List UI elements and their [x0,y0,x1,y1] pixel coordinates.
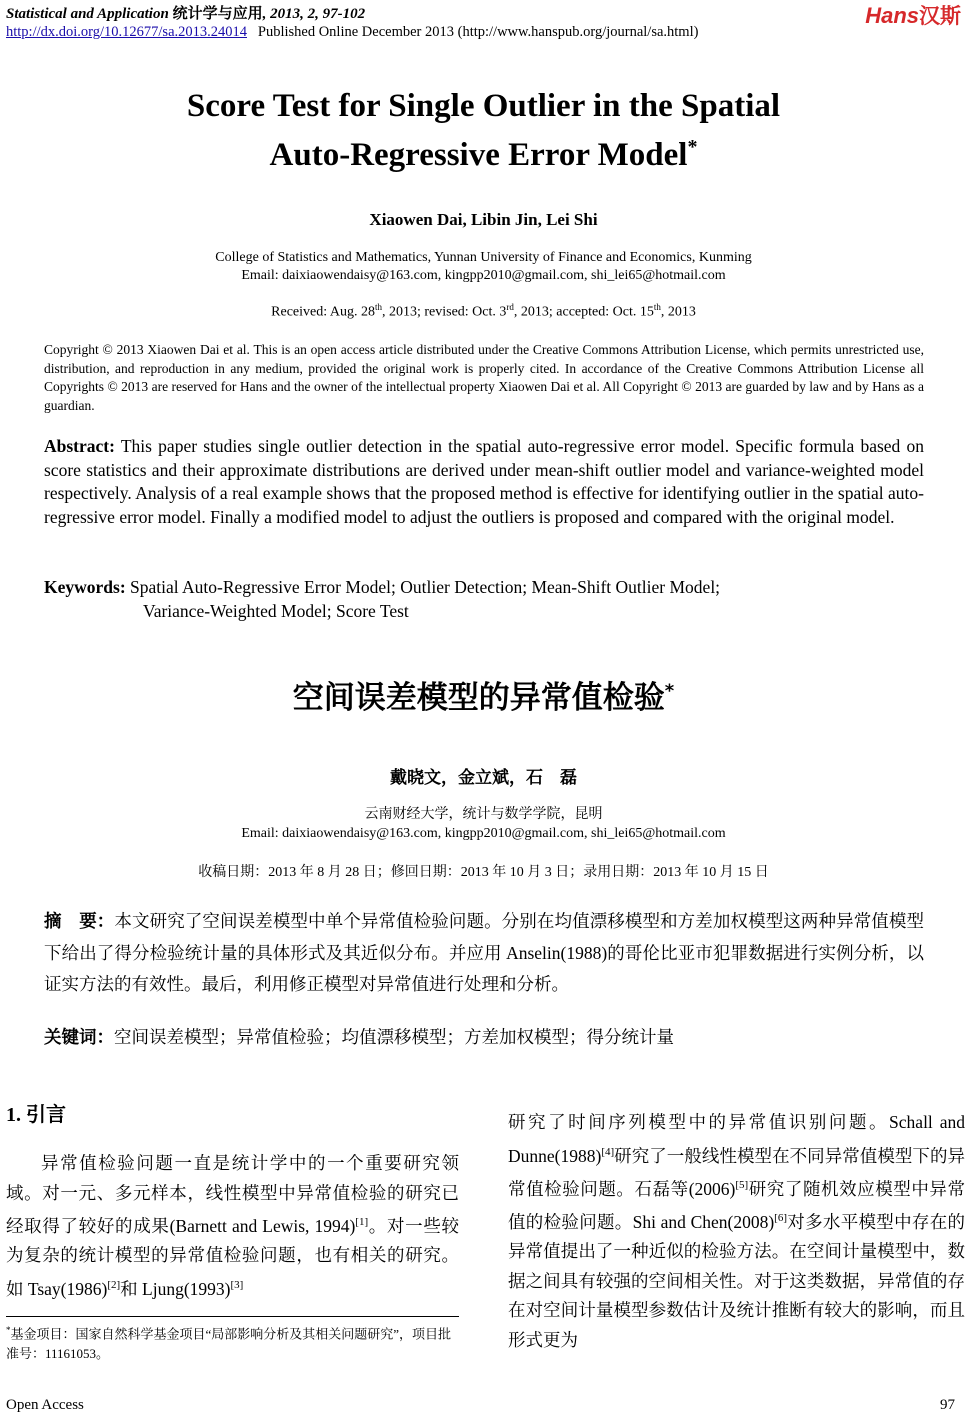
affiliation-cn: 云南财经大学，统计与数学学院，昆明 Email: daixiaowendaisy@163.com, kingpp2010@gmail.com, shi_lei65@hotmail.com [0,805,967,843]
email-cn: Email: daixiaowendaisy@163.com, kingpp2010@gmail.com, shi_lei65@hotmail.com [241,826,726,841]
footnote-divider [6,1316,459,1317]
abstract [44,435,924,529]
published-info: Published Online December 2013 (http://www.hanspub.org/journal/sa.html) [257,24,699,40]
abstract-cn [44,906,924,1000]
citation-1[interactable]: [1] [355,1216,369,1228]
abstract-text-cn: 本文研究了空间误差模型中单个异常值检验问题。分别在均值漂移模型和方差加权模型这两种异常值模型下给出了得分检验统计量的具体形式及其近似分布。并应用 Anselin(1988)的哥伦比亚市犯罪数据进行实例分析，以证实方法的有效性。最后，利用修正模型对异常值进行处理和分析。 [44,911,925,994]
copyright-notice: Copyright © 2013 Xiaowen Dai et al. This is an open access article distributed under the Creative Commons Attribution License, which permits unrestricted use, distribution, and reproduction in any medium, provided the original work is properly cited. In accordance of the Creative Commons Attribution License all Copyrights © 2013 are reserved for Hans and the owner of the intellectual property Xiaowen Dai et al. All Copyright © 2013 are guarded by law and by Hans as a guardian. [44,342,924,413]
title-footnote-mark: * [687,136,698,158]
keywords-cn: 关键词：空间误差模型；异常值检验；均值漂移模型；方差加权模型；得分统计量 [44,1027,674,1048]
citation-3[interactable]: [3] [230,1278,244,1291]
page-number: 97 [940,1397,955,1413]
publisher-logo: Hans汉斯 [865,3,961,28]
body-column-left: 异常值检验问题一直是统计学中的一个重要研究领域。对一元、多元样本，线性模型中异常值检验的研究已经取得了较好的成果(Barnett and Lewis, 1994)[1]。对一些较为复杂的统计模型的异常值检验问题，也有相关的研究。如 Tsay(1986)[2]和 Ljung(1993)[3] [6,1153,459,1299]
keywords: Keywords: Spatial Auto-Regressive Error Model; Outlier Detection; Mean-Shift Outlier Model; Variance-Weighted Model; Score Test [44,577,721,621]
keywords-label: Keywords: [44,577,126,597]
citation-5[interactable]: [5] [735,1178,749,1191]
abstract-label: Abstract: [44,436,115,456]
paper-title-cn: 空间误差模型的异常值检验* [292,680,675,716]
authors: Xiaowen Dai, Libin Jin, Lei Shi [369,210,598,229]
footnote: *基金项目：国家自然科学基金项目“局部影响分析及其相关问题研究”，项目批准号：11161053。 [6,1325,452,1362]
paper-title: Score Test for Single Outlier in the Spatial Auto-Regressive Error Model* [186,88,781,173]
doi-link[interactable]: http://dx.doi.org/10.12677/sa.2013.24014 [6,24,247,40]
citation-6[interactable]: [6] [774,1212,787,1225]
journal-header [6,2,365,23]
journal-volume: , 2013, 2, 97-102 [262,6,366,22]
abstract-label-cn: 摘 要： [44,912,115,932]
authors-cn: 戴晓文，金立斌，石 磊 [390,768,577,788]
doi-line [6,24,698,41]
citation-4[interactable]: [4] [601,1145,615,1158]
body-column-right: 研究了时间序列模型中的异常值识别问题。Schall and Dunne(1988)[4]研究了一般线性模型在不同异常值模型下的异常值检验问题。石磊等(2006)[5]研究了随机效应模型中异常值的检验问题。Shi and Chen(2008)[6]对多水平模型中存在的异常值提出了一种近似的检验方法。在空间计量模型中，数据之间具有较强的空间相关性。对于这类数据，异常值的存在对空间计量模型参数估计及统计推断有较大的影响，而且形式更为 [508,1112,966,1350]
journal-name-cn: 统计学与应用 [172,6,263,22]
section-heading: 1. 引言 [6,1104,66,1126]
journal-name: Statistical and Application [6,6,169,22]
received-dates: Received: Aug. 28th, 2013; revised: Oct. 3rd, 2013; accepted: Oct. 15th, 2013 [271,302,696,320]
citation-2[interactable]: [2] [107,1278,121,1291]
keywords-label-cn: 关键词： [44,1028,114,1048]
received-dates-cn: 收稿日期：2013 年 8 月 28 日；修回日期：2013 年 10 月 3 日；录用日期：2013 年 10 月 15 日 [198,865,769,880]
abstract-text: This paper studies single outlier detection in the spatial auto-regressive error model. Specific formula based on score statistics and their approximate distributions are derived under mean-shift outlier model and variance-weighted model respectively. Analysis of a real example shows that the proposed method is effective for identifying outlier in the spatial auto-regressive error model. Finally a modified model to adjust the outliers is proposed and compared with the original model. [44,436,924,527]
footer-open-access: Open Access [6,1397,84,1413]
email: Email: daixiaowendaisy@163.com, kingpp2010@gmail.com, shi_lei65@hotmail.com [241,268,726,283]
affiliation: College of Statistics and Mathematics, Yunnan University of Finance and Economics, Kunming Email: daixiaowendaisy@163.com, kingpp2010@gmail.com, shi_lei65@hotmail.com [0,249,967,285]
